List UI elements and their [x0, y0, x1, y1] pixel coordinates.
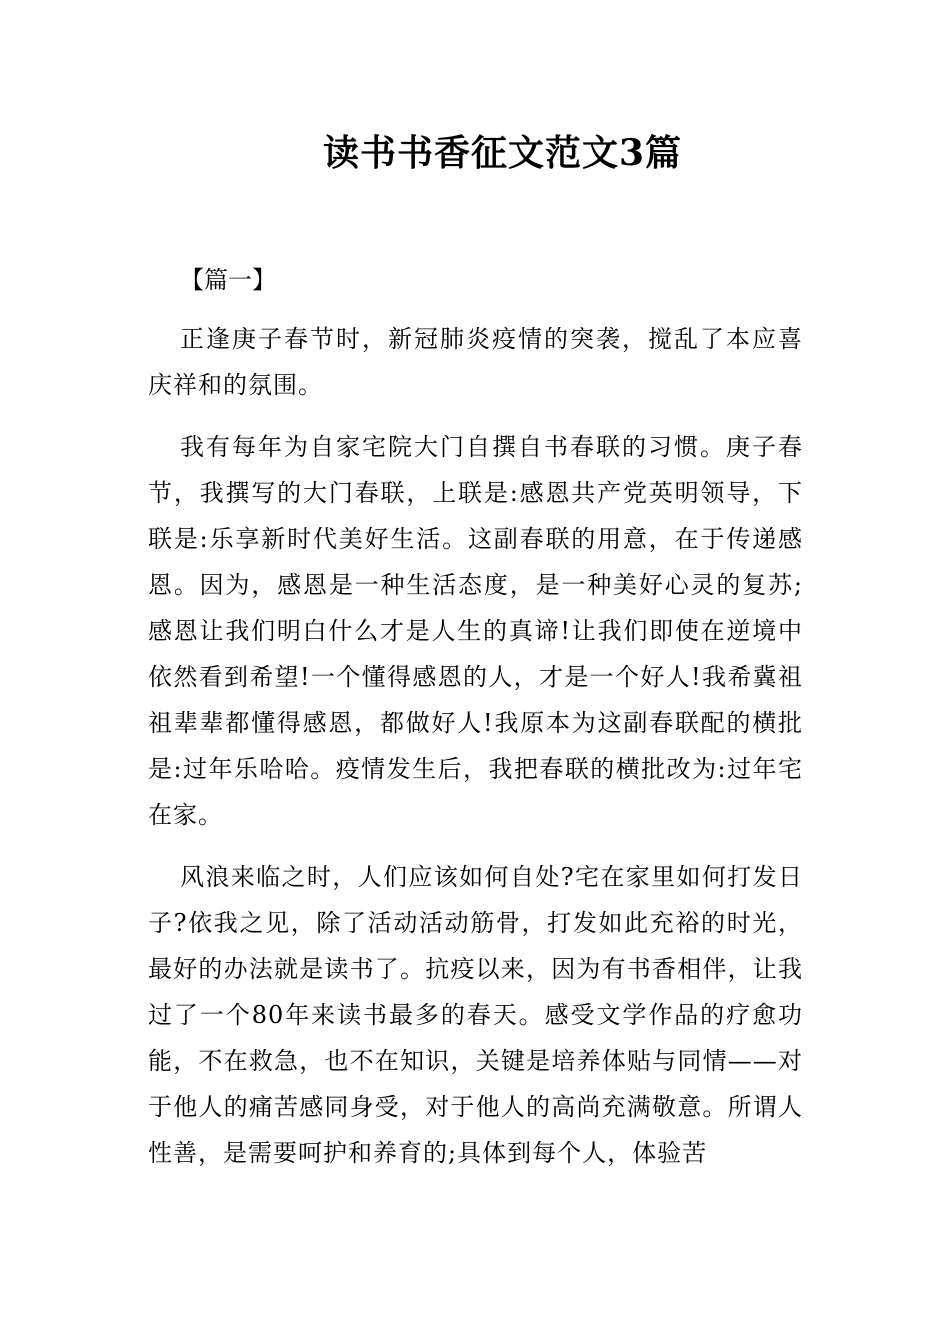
document-title: 读书书香征文范文3篇	[322, 132, 683, 174]
paragraph-1: 正逢庚子春节时，新冠肺炎疫情的突袭，搅乱了本应喜庆祥和的氛围。	[148, 325, 803, 399]
section-label: 【篇一】	[180, 266, 276, 294]
document-body	[148, 316, 803, 1192]
paragraph-2: 我有每年为自家宅院大门自撰自书春联的习惯。庚子春节，我撰写的大门春联，上联是:感恩共产党英明领导，下联是:乐享新时代美好生活。这副春联的用意，在于传递感恩。因为，感恩是一种生活态度，是一种美好心灵的复苏;感恩让我们明白什么才是人生的真谛!让我们即使在逆境中依然看到希望!一个懂得感恩的人，才是一个好人!我希冀祖祖辈辈都懂得感恩，都做好人!我原本为这副春联配的横批是:过年乐哈哈。疫情发生后，我把春联的横批改为:过年宅在家。	[148, 433, 803, 829]
paragraph-3: 风浪来临之时，人们应该如何自处?宅在家里如何打发日子?依我之见，除了活动活动筋骨，打发如此充裕的时光，最好的办法就是读书了。抗疫以来，因为有书香相伴，让我过了一个80年来读书最多的春天。感受文学作品的疗愈功能，不在救急，也不在知识，关键是培养体贴与同情——对于他人的痛苦感同身受，对于他人的高尚充满敬意。所谓人性善，是需要呵护和养育的;具体到每个人，体验苦	[148, 863, 803, 1167]
